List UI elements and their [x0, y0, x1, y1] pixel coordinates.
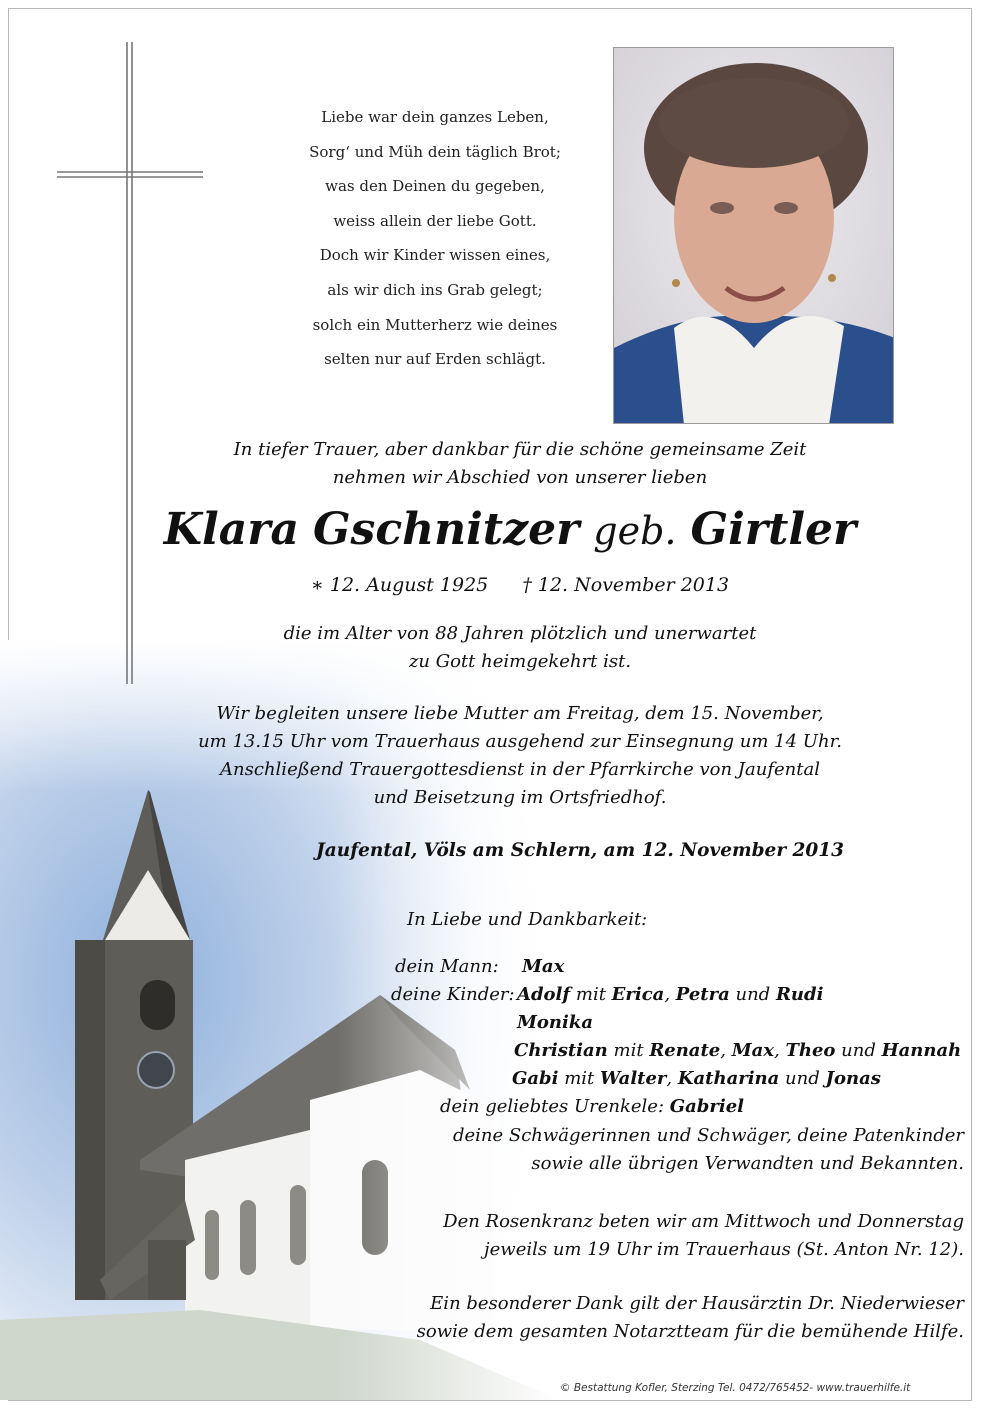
poem — [270, 100, 600, 377]
gratitude-line: Ein besonderer Dank gilt der Hausärztin Dr. Niederwieser — [430, 1293, 964, 1314]
funeral-line: und Beisetzung im Ortsfriedhof. — [373, 787, 667, 808]
age-line: zu Gott heimgekehrt ist. — [408, 651, 632, 672]
rosary-line: Den Rosenkranz beten wir am Mittwoch und Donnerstag — [443, 1211, 964, 1232]
great-grandchild-row: dein geliebtes Urenkele: Gabriel — [440, 1096, 744, 1117]
others-line: deine Schwägerinnen und Schwäger, deine Patenkinder — [453, 1125, 964, 1146]
birth-date: ∗ 12. August 1925 — [310, 574, 489, 596]
intro-text — [150, 436, 890, 492]
last-name: Gschnitzer — [312, 504, 580, 555]
child-row-3: Christian mit Renate, Max, Theo und Hannah — [514, 1040, 962, 1061]
gratitude-line: sowie dem gesamten Notarztteam für die bemühende Hilfe. — [416, 1321, 964, 1342]
poem-line: selten nur auf Erden schlägt. — [324, 350, 546, 369]
intro-line: nehmen wir Abschied von unserer lieben — [332, 467, 708, 488]
age-text — [150, 620, 890, 676]
footer-credit: © Bestattung Kofler, Sterzing Tel. 0472/765452- www.trauerhilfe.it — [560, 1382, 911, 1394]
funeral-line: Wir begleiten unsere liebe Mutter am Freitag, dem 15. November, — [216, 703, 824, 724]
poem-line: solch ein Mutterherz wie deines — [312, 315, 558, 334]
child-row-1: Adolf mit Erica, Petra und Rudi — [517, 984, 824, 1005]
poem-line: was den Deinen du gegeben, — [325, 177, 545, 196]
husband-name: Max — [522, 956, 565, 977]
child-row-2: Monika — [517, 1012, 593, 1033]
husband-label: dein Mann: — [395, 956, 499, 977]
poem-line: Doch wir Kinder wissen eines, — [319, 246, 551, 265]
child-row-4: Gabi mit Walter, Katharina und Jonas — [512, 1068, 881, 1089]
others-line: sowie alle übrigen Verwandten und Bekannten. — [531, 1153, 964, 1174]
geb-label: geb. — [593, 509, 677, 553]
first-name: Klara — [163, 504, 299, 555]
poem-line: weiss allein der liebe Gott. — [333, 211, 537, 230]
children-label: deine Kinder: — [391, 984, 515, 1005]
thanks-heading: In Liebe und Dankbarkeit: — [407, 909, 648, 930]
intro-line: In tiefer Trauer, aber dankbar für die schöne gemeinsame Zeit — [233, 439, 807, 460]
poem-line: als wir dich ins Grab gelegt; — [327, 280, 543, 299]
funeral-line: Anschließend Trauergottesdienst in der Pfarrkirche von Jaufental — [220, 759, 820, 780]
funeral-info — [150, 700, 890, 812]
portrait-photo — [613, 47, 894, 424]
funeral-line: um 13.15 Uhr vom Trauerhaus ausgehend zur Einsegnung um 14 Uhr. — [198, 731, 842, 752]
deceased-name — [150, 500, 870, 561]
place-date: Jaufental, Völs am Schlern, am 12. November 2013 — [316, 840, 844, 861]
maiden-name: Girtler — [690, 504, 857, 555]
life-dates — [150, 570, 890, 600]
death-date: † 12. November 2013 — [522, 574, 730, 596]
rosary-line: jeweils um 19 Uhr im Trauerhaus (St. Anton Nr. 12). — [484, 1239, 964, 1260]
age-line: die im Alter von 88 Jahren plötzlich und unerwartet — [283, 623, 757, 644]
poem-line: Sorg‘ und Müh dein täglich Brot; — [309, 142, 561, 161]
poem-line: Liebe war dein ganzes Leben, — [321, 108, 549, 126]
